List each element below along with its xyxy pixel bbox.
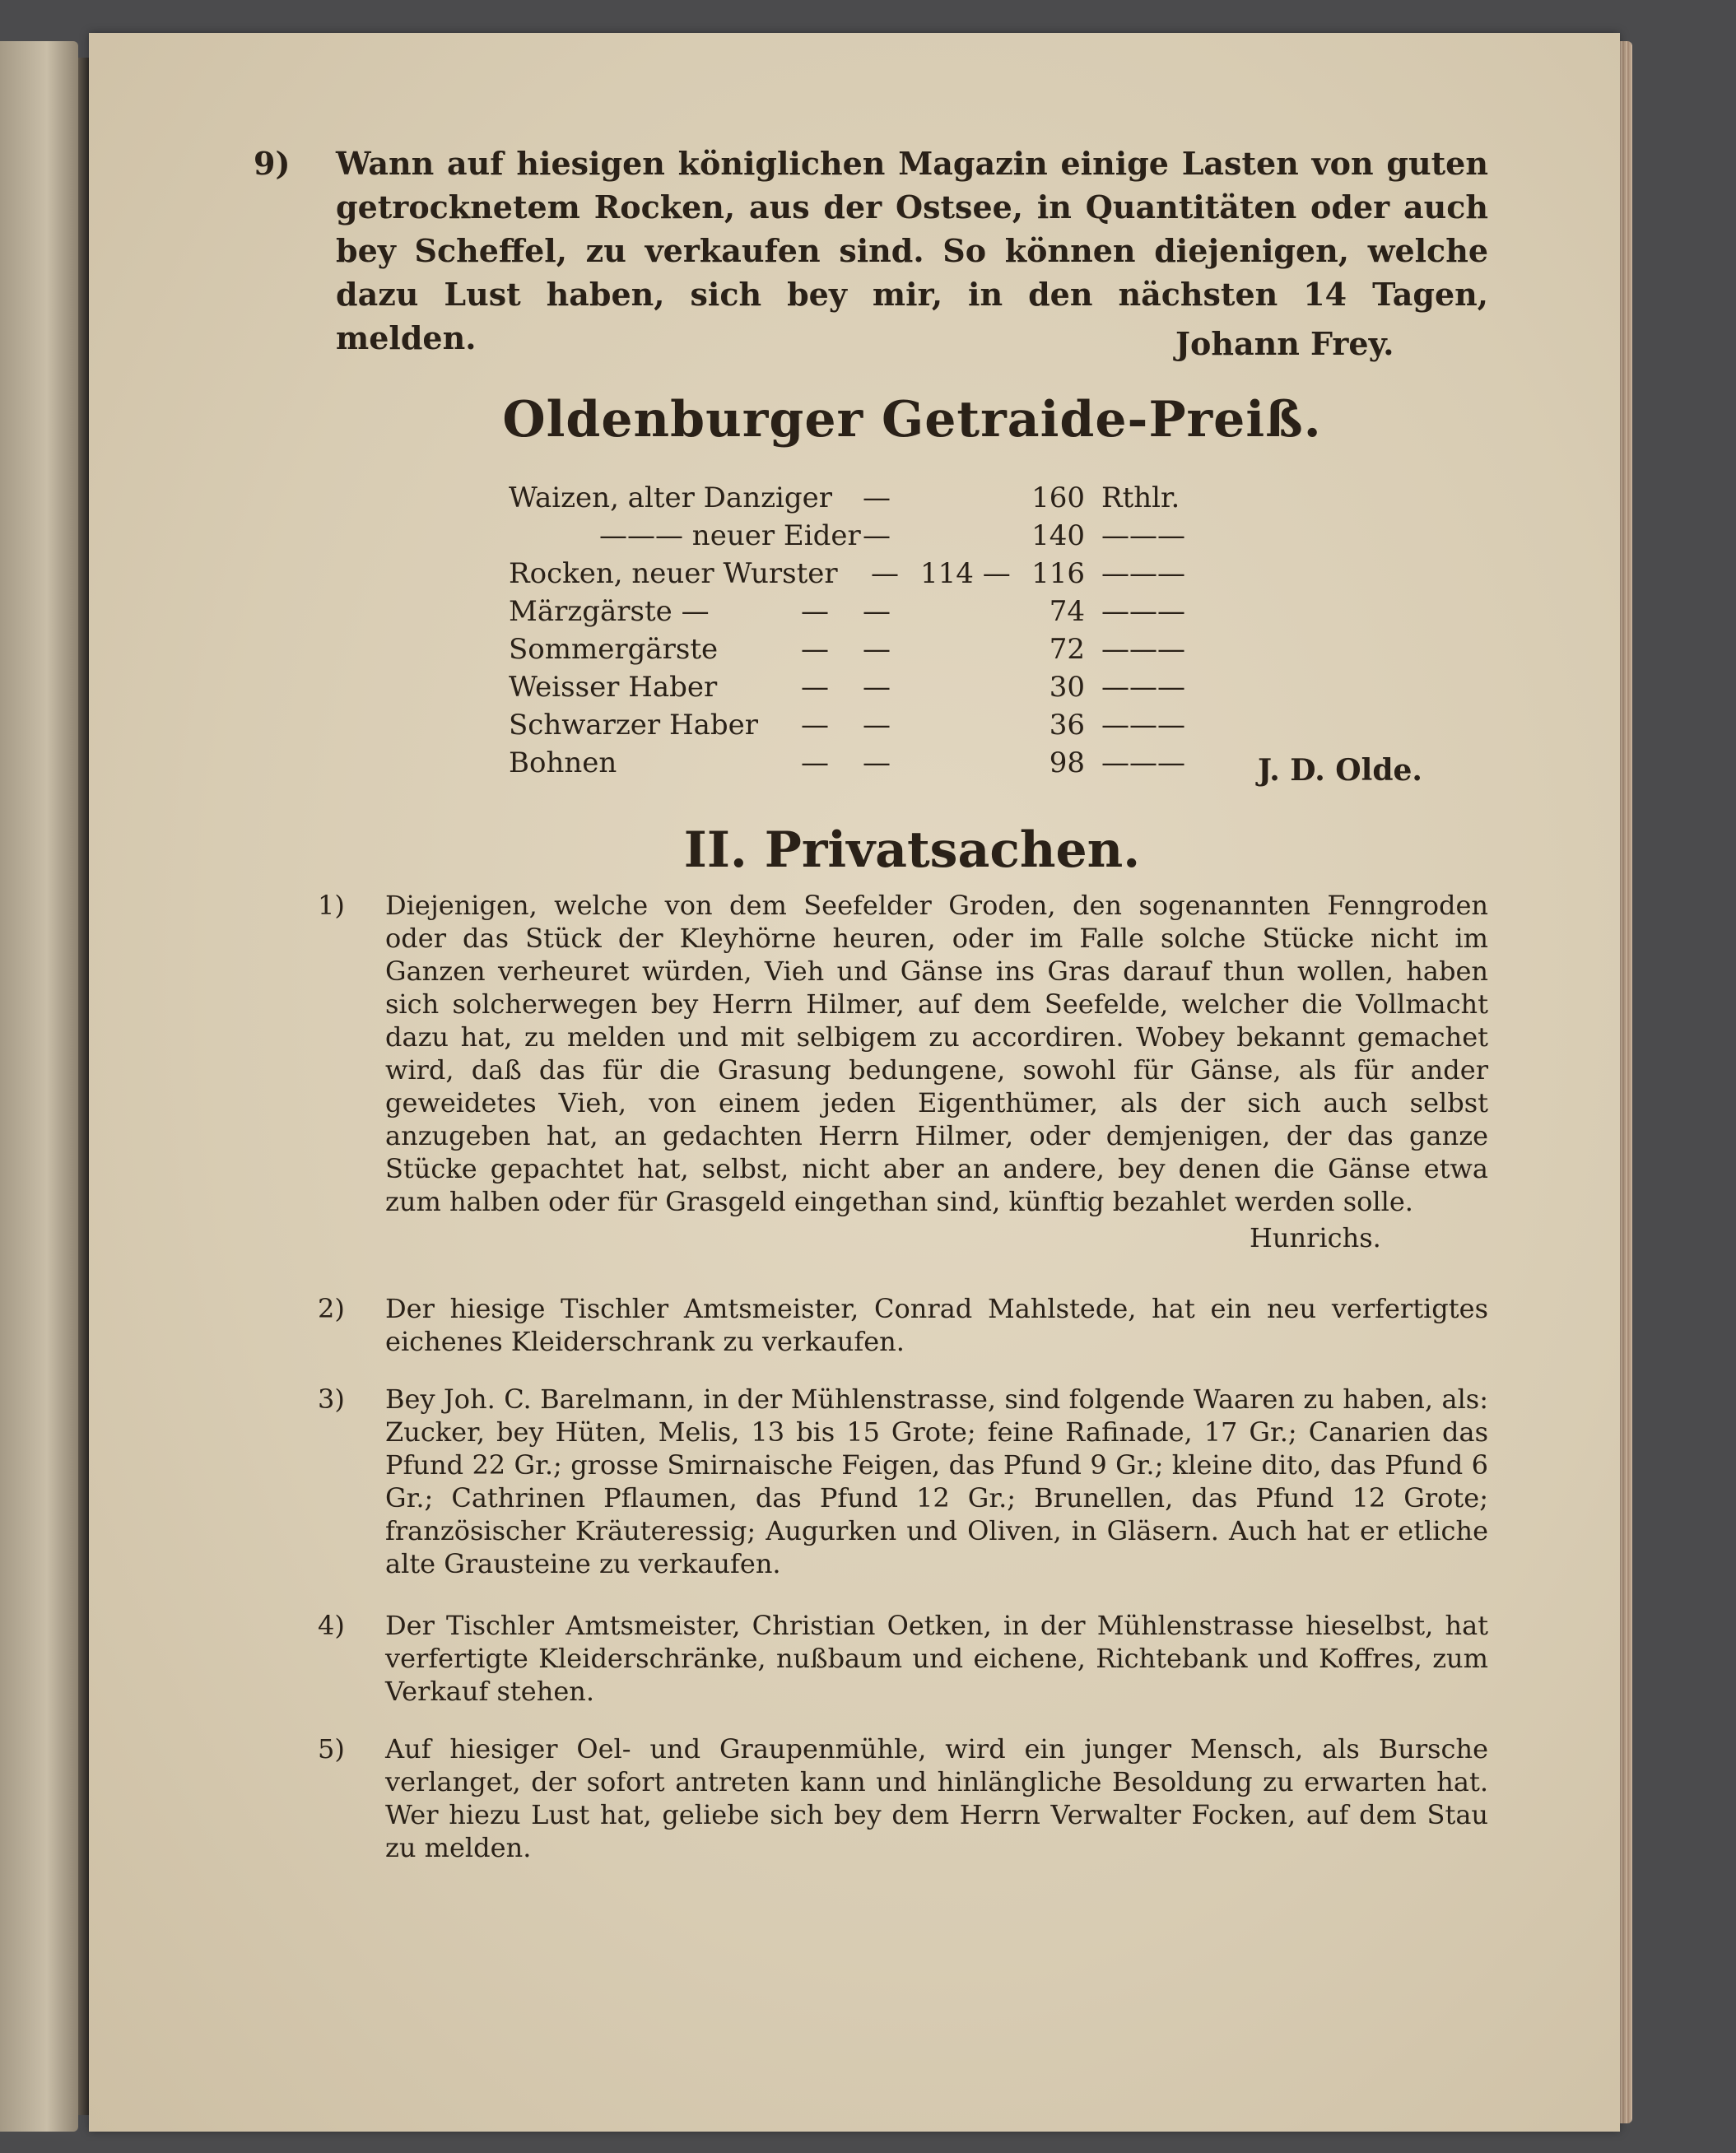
price-value: 116 (1031, 557, 1085, 590)
grain-name: Bohnen (509, 746, 617, 779)
notice-9-signature: Johann Frey. (1175, 325, 1394, 362)
grain-name: ——— neuer Eider (599, 519, 861, 552)
price-row (509, 595, 1233, 633)
price-row (509, 671, 1233, 709)
item-text: Auf hiesiger Oel- und Graupenmühle, wird ein junger Mensch, als Bursche verlanget, der sofort antreten kann und hinlängliche Besoldung zu erwarten hat. Wer hiezu Lust hat, geliebe sich bey dem Herrn Verwalter Focken, auf dem Stau zu melden. (385, 1733, 1488, 1863)
price-unit: ——— (1101, 519, 1185, 552)
facing-page-edge (0, 41, 78, 2132)
dash: — (801, 595, 829, 628)
book-page (89, 33, 1620, 2132)
item-text: Der hiesige Tischler Amtsmeister, Conrad Mahlstede, hat ein neu verfertigtes eichenes Kleiderschrank zu verkaufen. (385, 1293, 1488, 1357)
private-item-1 (318, 889, 1488, 1218)
price-unit: ——— (1101, 746, 1185, 779)
grain-name: Rocken, neuer Wurster (509, 557, 838, 590)
item-number: 2) (318, 1293, 345, 1324)
price-unit: Rthlr. (1101, 481, 1180, 514)
grain-name: Sommergärste (509, 633, 719, 666)
private-item-3 (318, 1383, 1488, 1580)
price-value: 140 (1031, 519, 1085, 552)
price-row (509, 519, 1233, 557)
price-value: 98 (1049, 746, 1085, 779)
price-value: 160 (1031, 481, 1085, 514)
item-number: 4) (318, 1610, 345, 1641)
item-number: 5) (318, 1733, 345, 1765)
grain-prices-title: Oldenburger Getraide-Preiß. (502, 391, 1322, 449)
grain-prices-signature: J. D. Olde. (1258, 753, 1422, 788)
price-value: 30 (1049, 671, 1085, 704)
price-unit: ——— (1101, 671, 1185, 704)
price-unit: ——— (1101, 709, 1185, 742)
private-item-4 (318, 1609, 1488, 1708)
dash: — (863, 671, 891, 704)
section-heading: II. Privatsachen. (683, 821, 1141, 879)
price-value: 72 (1049, 633, 1085, 666)
item-1-signature: Hunrichs. (1250, 1222, 1381, 1253)
dash: — (801, 746, 829, 779)
item-number: 1) (318, 890, 345, 921)
dash: — (863, 633, 891, 666)
price-row (509, 746, 1233, 784)
item-text: Diejenigen, welche von dem Seefelder Groden, den sogenannten Fenngroden oder das Stück der Kleyhörne heuren, oder im Falle solche Stücke nicht im Ganzen verheuret würden, Vieh und Gänse ins Gras darauf thun wollen, haben sich solcherwegen bey Herrn Hilmer, auf dem Seefelde, welcher die Vollmacht dazu hat, zu melden und mit selbigem zu accordiren. Wobey bekannt gemachet wird, daß das für die Grasung bedungene, sowohl für Gänse, als für ander geweidetes Vieh, von einem jeden Eigenthümer, als der sich auch selbst anzugeben hat, an gedachten Herrn Hilmer, oder demjenigen, der das ganze Stücke gepachtet hat, selbst, nicht aber an andere, bey denen die Gänse etwa zum halben oder für Grasgeld eingethan sind, künftig bezahlet werden solle. (385, 890, 1488, 1217)
dash: — (863, 519, 891, 552)
book-gutter (78, 58, 90, 2115)
notice-9-text: Wann auf hiesigen königlichen Magazin einige Lasten von guten getrocknetem Rocken, aus der Ostsee, in Quantitäten oder auch bey Scheffel, zu verkaufen sind. So können diejenigen, welche dazu Lust haben, sich bey mir, in den nächsten 14 Tagen, melden. (336, 145, 1488, 356)
item-number: 3) (318, 1383, 345, 1415)
grain-name: Schwarzer Haber (509, 709, 759, 742)
dash: — (801, 709, 829, 742)
price-row (509, 557, 1233, 595)
price-unit: ——— (1101, 557, 1185, 590)
grain-price-table (509, 481, 1233, 784)
dash: — (863, 709, 891, 742)
item-text: Der Tischler Amtsmeister, Christian Oetken, in der Mühlenstrasse hieselbst, hat verfertigte Kleiderschränke, nußbaum und eichene, Richtebank und Koffres, zum Verkauf stehen. (385, 1610, 1488, 1707)
dash: — (863, 595, 891, 628)
price-row (509, 709, 1233, 746)
dash: — (871, 557, 899, 590)
price-row (509, 633, 1233, 671)
price-value: 36 (1049, 709, 1085, 742)
dash: — (863, 746, 891, 779)
price-from: 114 — (920, 557, 1011, 590)
price-unit: ——— (1101, 633, 1185, 666)
dash: — (801, 671, 829, 704)
price-row (509, 481, 1233, 519)
grain-name: Weisser Haber (509, 671, 718, 704)
price-unit: ——— (1101, 595, 1185, 628)
dash: — (863, 481, 891, 514)
price-value: 74 (1049, 595, 1085, 628)
notice-9-number: 9) (254, 145, 291, 182)
private-item-5 (318, 1732, 1488, 1864)
private-item-2 (318, 1292, 1488, 1358)
dash: — (801, 633, 829, 666)
item-text: Bey Joh. C. Barelmann, in der Mühlenstrasse, sind folgende Waaren zu haben, als: Zucker, bey Hüten, Melis, 13 bis 15 Grote; feine Rafinade, 17 Gr.; Canarien das Pfund 22 Gr.; grosse Smirnaische Feigen, das Pfund 9 Gr.; kleine dito, das Pfund 6 Gr.; Cathrinen Pflaumen, das Pfund 12 Gr.; Brunellen, das Pfund 12 Grote; französischer Kräuteressig; Augurken und Oliven, in Gläsern. Auch hat er etliche alte Grausteine zu verkaufen. (385, 1383, 1488, 1579)
grain-name: Märzgärste — (509, 595, 710, 628)
grain-name: Waizen, alter Danziger (509, 481, 833, 514)
